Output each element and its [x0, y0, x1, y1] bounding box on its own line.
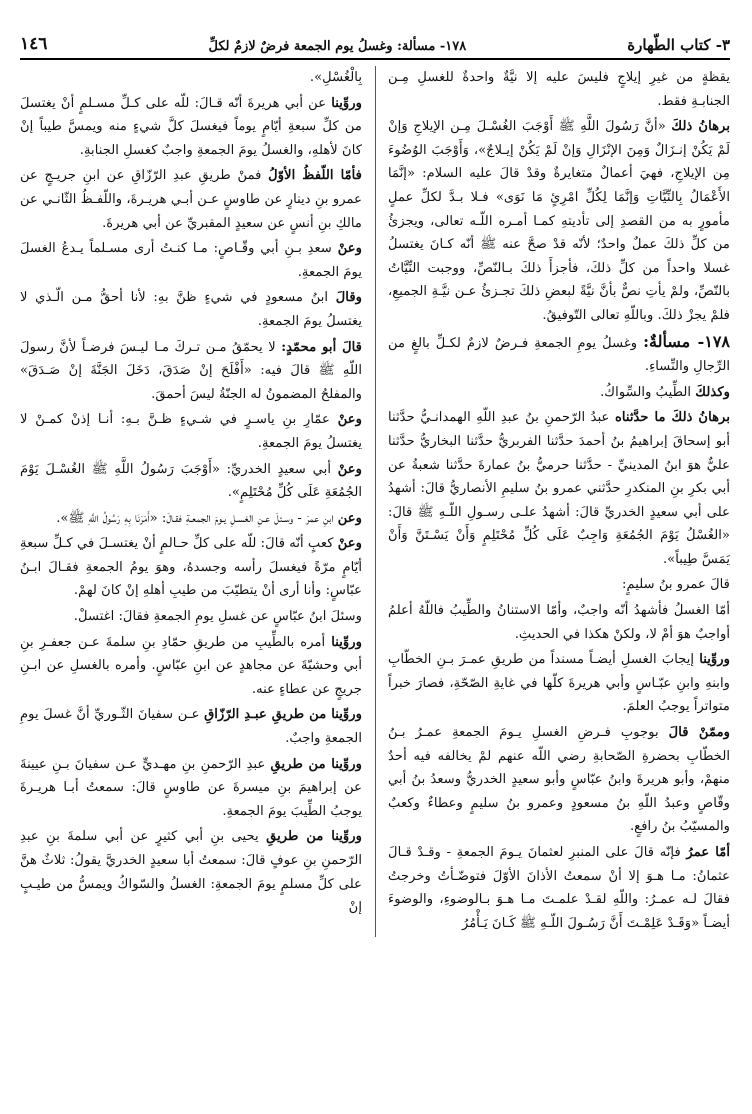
paragraph — [20, 605, 362, 629]
paragraph — [20, 92, 362, 163]
paragraph-lead: وروِّينا من طريقِ عبـدِ الرّزّاقِ — [204, 707, 362, 723]
paragraph — [20, 631, 362, 702]
paragraph-lead: وروِّينا — [699, 652, 730, 668]
paragraph — [388, 406, 730, 571]
paragraph — [20, 703, 362, 750]
paragraph — [388, 841, 730, 935]
paragraph-text: عمّارِ بنِ ياسـرٍ في شـيءٍ ظـنَّ بـهِ: أنـا إذنْ كمـنْ لا يغتسلُ يومَ الجمعةِ. — [20, 412, 362, 451]
paragraph-text: وسئلَ ابنُ عبّاسٍ عن غسلِ يومِ الجمعةِ فقالَ: اغتسلْ. — [73, 609, 362, 625]
header-rule — [20, 58, 730, 60]
paragraph-lead: وروِّينا — [331, 634, 362, 650]
paragraph-text: إيجابَ الغسلِ أيضـاً مسنداً من طريقِ عمـرَ بـنِ الخطّابِ وابنهِ وابنِ عبّـاسٍ وأبي هريرةَ كلّها في غايةِ الصّحّةِ، فصارَ خبراً متواتراً يوجبُ العلمَ. — [388, 652, 730, 715]
paragraph — [388, 648, 730, 719]
paragraph-text: فمنْ طريقِ عبدِ الرّزّاقِ عن ابنِ جريـجٍ عن عمرو بنِ دينارٍ عن طاوسٍ عـن أبـي هريـرةَ، واللّفـظُ الثّانـي عن مالكِ بنِ أنسٍ عن سعيدٍ المقبريِّ عن أبي هريرةَ. — [20, 168, 362, 231]
paragraph — [388, 573, 730, 597]
paragraph — [388, 115, 730, 327]
column-divider — [375, 66, 376, 937]
left-column — [20, 66, 362, 937]
paragraph-text: عـن سفيانَ الثّـوريِّ أنَّ غسلَ يومِ الجمعةِ واجبٌ. — [20, 707, 362, 747]
paragraph-text: عبدُ الرّحمنِ بنُ عبدِ اللّهِ الهمدانـيُّ حدَّثنا أبو إسحاقَ إبراهيمُ بنُ أحمدَ حدَّثنا الفربريُّ حدَّثنا البخاريُّ حدَّثنا عليٌّ هوَ ابنُ المدينيِّ - حدَّثنا حرميُّ بنُ عمارةَ حدَّثنا شعبةُ عن أبي بكرِ بنِ المنكدرِ حدَّثني عمرو بنُ سليمِ الأنصاريُّ قالَ: أشهدُ على أبي سعيدٍ الخدريِّ قالَ: أشهدُ علـى رسـولِ اللّـهِ ﷺ قالَ: «الغُسْلُ يَوْمَ الجُمُعَةِ وَاجِبٌ عَلَى كُلِّ مُحْتَلِمٍ وَأَنْ يَسْـتَنَّ وَأَنْ يَمَسَّ طِيباً». — [388, 410, 730, 567]
paragraph — [388, 721, 730, 839]
paragraph-lead: وعنْ — [337, 241, 362, 257]
paragraph-text: سعدِ بـنِ أبي وقّـاصٍ: مـا كنـتُ أرى مسـلماً يـدعُ الغسلَ يومَ الجمعةِ. — [20, 241, 362, 280]
paragraph-lead: وكذلكَ — [695, 384, 730, 400]
paragraph-lead: وعن — [337, 510, 362, 526]
paragraph-lead: وقالَ — [335, 290, 362, 306]
paragraph-text: قالَ عمرو بنُ سليمٍ: — [622, 577, 730, 593]
paragraph-lead: ١٧٨- مسألةٌ: — [643, 331, 730, 351]
paragraph-lead: برهانُ ذلكَ — [671, 119, 730, 135]
paragraph — [20, 532, 362, 603]
paragraph-lead: وروِّينا — [331, 95, 362, 111]
paragraph-lead: وعنْ — [337, 461, 362, 477]
paragraph — [20, 164, 362, 235]
paragraph-text: عن أبي هريرةَ أنّه قـالَ: للّه على كـلِّ مسـلمٍ أنْ يغتسلَ من كلِّ سبعةِ أيّامٍ يوماً فيغسلَ كلَّ شيءٍ منه ويمسَّ طيباً إنْ كانَ لأهلهِ، والغسلُ يومَ الجمعةِ واجبٌ كغسلِ الجنابةِ. — [20, 95, 362, 158]
paragraph-lead: فأمّا اللّفظُ الأوّلُ — [268, 168, 362, 184]
paragraph — [20, 66, 362, 90]
paragraph — [20, 507, 362, 531]
paragraph — [20, 753, 362, 824]
paragraph-lead: وعنْ — [337, 412, 362, 428]
paragraph — [20, 336, 362, 407]
paragraph-text: «أنَّ رَسُولَ اللَّهِ ﷺ أَوْجَبَ الغُسْـلَ مِـن الإيلاجِ وَإنْ لَمْ يَكُنْ إنـزَالٌ وَمِنَ الإنْزَالِ وَإنْ لَمْ يَكُنْ إيـلاجٌ»، وَأَوْجَبَ الوُضُوءَ مِن الإيلاجِ، فهيَ أعمالٌ متغايرةٌ وقدْ قالَ عليه السلام: «إنَّمَا الأَعْمَالُ بِالنِّيَّاتِ وَإنَّمَا لِكُلِّ امْرِئٍ مَا نَوَى» فـلا بـدَّ لكلِّ عملٍ مأمورٍ به من القصدِ إلى تأديتهِ كمـا أمـره اللّـه تعالى، ويجزئُ من كلِّ ذلكَ عملٌ واحدٌ؛ لأنّه قدْ صحَّ عنه ﷺ أنّه كـانَ يغتسلُ غسلا واحداً من كلِّ ذلكَ، فأجزأَ ذلكَ بـالنّصِّ، ووجبت النِّيَّاتُ بالنّصِّ، ولمْ يأتِ نصٌّ بأنَّ نيَّةً لبعضِ ذلكَ تجـزئُ عـن نيَّـةِ الجميعِ، فلمْ يجزْ ذلكَ. وباللّهِ تعالى التّوفيقُ. — [388, 119, 730, 323]
paragraph-text: لا يحمّقُ مـن تـركَ مـا ليـسَ فرضـاً لأنَّ رسولَ اللّهِ ﷺ قالَ فيه: «أَفْلَحَ إنْ صَدَقَ، دَخَلَ الجَنَّةَ إنْ صَـدَقَ» والمفلحُ المضمونُ له الجنّةُ ليسَ أحمقَ. — [20, 339, 362, 402]
paragraph — [388, 66, 730, 113]
page-header — [20, 14, 730, 54]
paragraph-lead: قالَ أبو محمّدٍ: — [281, 339, 362, 355]
paragraph-text: ابنِ عمرَ - وسـئلَ عـنِ الغسـلِ يـومَ الجمعـةِ فقـالَ: «أَمَرَنَا بِهِ رَسُولُ اللَّهِ ﷺ». — [56, 510, 334, 526]
paragraph-text: وغسلُ يومِ الجمعةِ فـرضٌ لازمٌ لكـلِّ بالغٍ من الرِّجالِ والنِّساءِ. — [388, 335, 730, 375]
paragraph-text: كعبٍ أنّه قالَ: للّه على كلِّ حـالمٍ أنْ يغتسـلَ في كـلِّ سبعةِ أيّامٍ مرّةً فيغسلَ رأسه وجسدهُ، وهوَ يومُ الجمعةِ فقـالَ ابـنُ عبّاسٍ: وأنا أرى أنْ يتطيّبَ من طيبِ أهلهِ إنْ كانَ لهمْ. — [20, 536, 362, 599]
paragraph-text: عبدِ الرّحمنِ بنِ مهـديٍّ عـن سفيانَ بـنِ عيينةَ عن إبراهيمَ بنِ ميسرةَ عن طاوسٍ قالَ: سمعتُ أبـا هريـرةَ يوجبُ الطِّيبَ يومَ الجمعةِ. — [20, 756, 362, 819]
paragraph-text: بوجوبِ فـرضِ الغسلِ يـومَ الجمعةِ عمـرُ بـنُ الخطّابِ بحضرةِ الصّحابةِ رضي اللّه عنهم لمْ يخالفه فيه أحدٌ منهمْ، وأبو هريرةَ وابنُ عبّاسٍ وأبو سعيدٍ الخدريُّ وسعدُ بنُ أبي وقّاصٍ وعبدُ اللّهِ بنُ مسعودٍ وعمرو بنُ سليمٍ وعطاءٌ وكعبٌ والمسيّبُ بنُ رافعٍ. — [388, 725, 730, 835]
paragraph-lead: وممّنْ قالَ — [668, 725, 730, 741]
paragraph-text: أمره بالطِّيبِ من طريقِ حمّادِ بنِ سلمةَ عـن جعفـرِ بنِ أبي وحشيّةَ عن مجاهدٍ عن ابنِ عبّاسٍ. وأمره بالغسلِ عن ابـنِ جريجٍ عن عطاءٍ عنه. — [20, 634, 362, 697]
paragraph-text: بِالْغُسْلِ». — [309, 70, 362, 85]
chapter-title: ١٧٨- مسألة: وغسلُ يوم الجمعة فرضٌ لازمٌ لكلِّ — [208, 39, 467, 54]
paragraph — [388, 599, 730, 646]
paragraph-text: يحيى بنِ أبي كثيرٍ عن أبي سلمةَ بنِ عبدِ الرّحمنِ بنِ عوفٍ قالَ: سمعتُ أبا سعيدٍ الخدريَّ يقولُ: ثلاثٌ هنَّ على كلِّ مسلمٍ يومَ الجمعةِ: الغسلُ والسّواكُ ويمسُّ من طيـبٍ إنْ — [20, 829, 362, 916]
paragraph-text: أبي سعيدٍ الخدريِّ: «أَوْجَبَ رَسُولُ اللَّهِ ﷺ الغُسْـلَ يَوْمَ الجُمُعَةِ عَلَى كُلِّ مُحْتَلِمٍ». — [20, 461, 362, 501]
section-title: ٣- كتاب الطّهارة — [627, 36, 730, 54]
paragraph — [20, 458, 362, 505]
paragraph — [20, 408, 362, 455]
paragraph — [388, 330, 730, 379]
page-number: ١٤٦ — [20, 34, 48, 54]
paragraph — [20, 825, 362, 919]
paragraph — [20, 286, 362, 333]
paragraph-lead: وروِّينا من طريقِ — [266, 829, 362, 845]
paragraph-text: أمّا الغسلُ فأشهدُ أنّه واجبٌ، وأمّا الاستنانُ والطِّيبُ فاللّهُ أعلمُ أواجبٌ هوَ أمْ لا، ولكنْ هكذا في الحديثِ. — [388, 603, 730, 642]
paragraph-text: ابنُ مسعودٍ في شيءٍ ظنَّ بهِ: لأنا أحقُّ مـن الّـذي لا يغتسلُ يومَ الجمعةِ. — [20, 290, 362, 329]
paragraph-lead: أمّا عمرُ — [686, 845, 730, 860]
paragraph-text: الطِّيبُ والسِّواكُ. — [600, 384, 692, 400]
right-column — [388, 66, 730, 937]
text-columns — [20, 66, 730, 937]
paragraph — [388, 381, 730, 405]
paragraph-lead: وعنْ — [337, 536, 362, 552]
paragraph-text: يقظةٍ من غيرِ إيلاجٍ فليسَ عليه إلا نيَّةٌ واحدةٌ للغسلِ مِـن الجنابـةِ فقط. — [388, 70, 730, 109]
paragraph-lead: برهانُ ذلكَ ما حدَّثناه — [614, 410, 730, 426]
paragraph-lead: وروِّينا من طريقِ — [270, 756, 362, 772]
paragraph-text: فإنّه قالَ على المنبرِ لعثمانَ يـومَ الجمعةِ - وقـدْ قـالَ عثمانُ: مـا هـوَ إلا أنْ سمعتُ الأذانَ الأوّلَ فتوضّـأتُ وخرجتُ فقالَ لـه عمـرُ: واللّهِ لقـدْ علمـتَ مـا هـوَ بـالوضوءِ، والوضوءَ أيضـاً «وَقَـدْ عَلِمْـتَ أَنَّ رَسُـولَ اللّـهِ ﷺ كَـانَ يَـأْمُرُ — [388, 845, 730, 931]
paragraph — [20, 237, 362, 284]
